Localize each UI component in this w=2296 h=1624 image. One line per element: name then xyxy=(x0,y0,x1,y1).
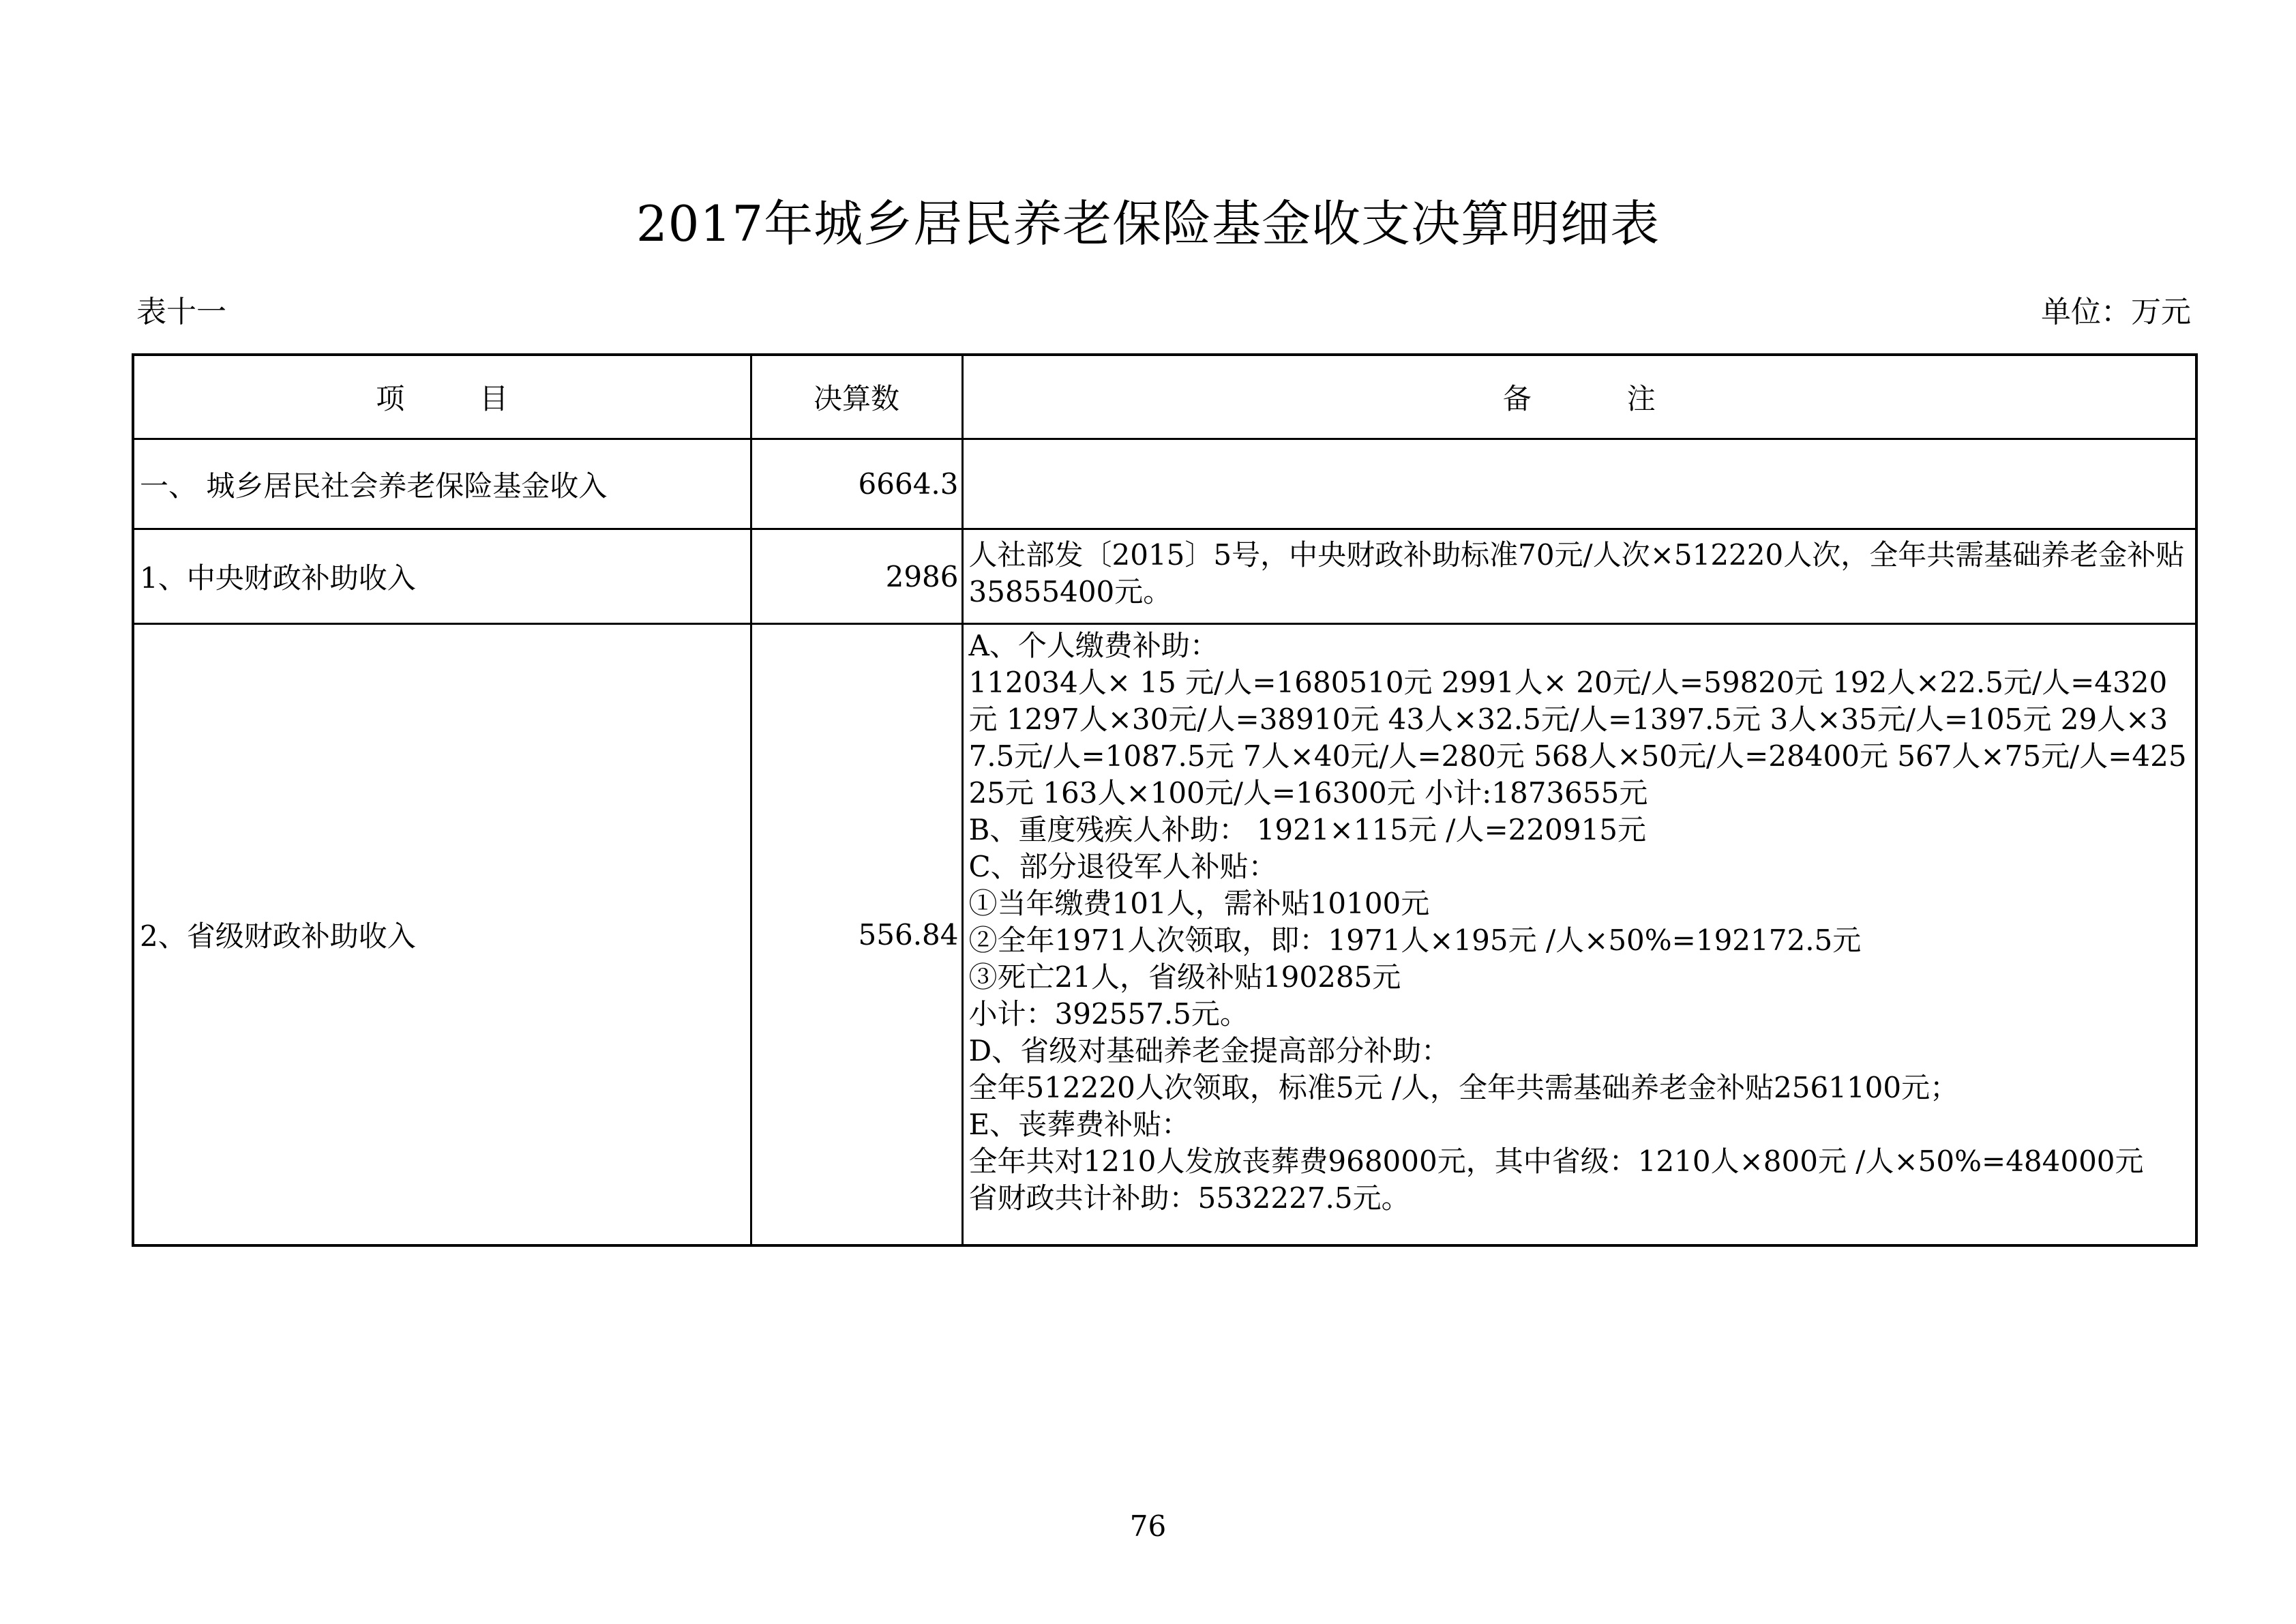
row-note xyxy=(962,624,2196,1246)
row-item: 一、 城乡居民社会养老保险基金收入 xyxy=(133,439,751,529)
row-item: 2、省级财政补助收入 xyxy=(133,624,751,1246)
note-line: 小计：392557.5元。 xyxy=(968,997,1249,1031)
note-line: B、重度残疾人补助： 1921×115元 /人=220915元 xyxy=(968,813,1646,846)
note-line: A、个人缴费补助： xyxy=(968,629,1219,662)
note-line: ①当年缴费101人，需补贴10100元 xyxy=(968,887,1430,920)
note-line: ②全年1971人次领取，即：1971人×195元 /人×50%=192172.5元 xyxy=(968,924,1862,957)
row-note xyxy=(962,439,2196,529)
table-id-label: 表十一 xyxy=(136,295,226,329)
unit-label: 单位：万元 xyxy=(2041,295,2191,329)
table-row xyxy=(133,624,2196,1246)
note-line: D、省级对基础养老金提高部分补助： xyxy=(968,1034,1450,1067)
page-title: 2017年城乡居民养老保险基金收支决算明细表 xyxy=(636,195,1660,252)
note-line: ③死亡21人，省级补贴190285元 xyxy=(968,960,1401,994)
header-item: 项 目 xyxy=(133,355,751,439)
row-amount: 556.84 xyxy=(751,624,962,1246)
table-header-row xyxy=(133,355,2196,439)
row-amount: 2986 xyxy=(751,529,962,624)
row-note xyxy=(962,529,2196,624)
header-amount: 决算数 xyxy=(751,355,962,439)
note-line: 全年512220人次领取，标准5元 /人，全年共需基础养老金补贴2561100元； xyxy=(968,1071,1959,1104)
note-line: 112034人× 15 元/人=1680510元 2991人× 20元/人=59820元 192人×22.5元/人=4320元 1297人×30元/人=38910元 43人×32.5元/人=1397.5元 3人×35元/人=105元 29人×37.5元/人=1087.5元 7人×40元/人=280元 568人×50元/人=28400元 567人×75元/人=42525元 163人×100元/人=16300元 小计:1873655元 xyxy=(968,666,2187,810)
note-line: 全年共对1210人发放丧葬费968000元，其中省级：1210人×800元 /人×50%=484000元 xyxy=(968,1145,2144,1178)
header-note: 备 注 xyxy=(962,355,2196,439)
table-row xyxy=(133,439,2196,529)
note-line: C、部分退役军人补贴： xyxy=(968,850,1277,883)
note-text: 人社部发〔2015〕5号，中央财政补助标准70元/人次×512220人次，全年共需基础养老金补贴35855400元。 xyxy=(968,538,2185,608)
note-line: 省财政共计补助：5532227.5元。 xyxy=(968,1181,1410,1215)
table-row xyxy=(133,529,2196,624)
page-number: 76 xyxy=(1129,1509,1167,1543)
row-item: 1、中央财政补助收入 xyxy=(133,529,751,624)
budget-table xyxy=(132,353,2198,1247)
note-line: E、丧葬费补贴： xyxy=(968,1108,1191,1141)
row-amount: 6664.3 xyxy=(751,439,962,529)
